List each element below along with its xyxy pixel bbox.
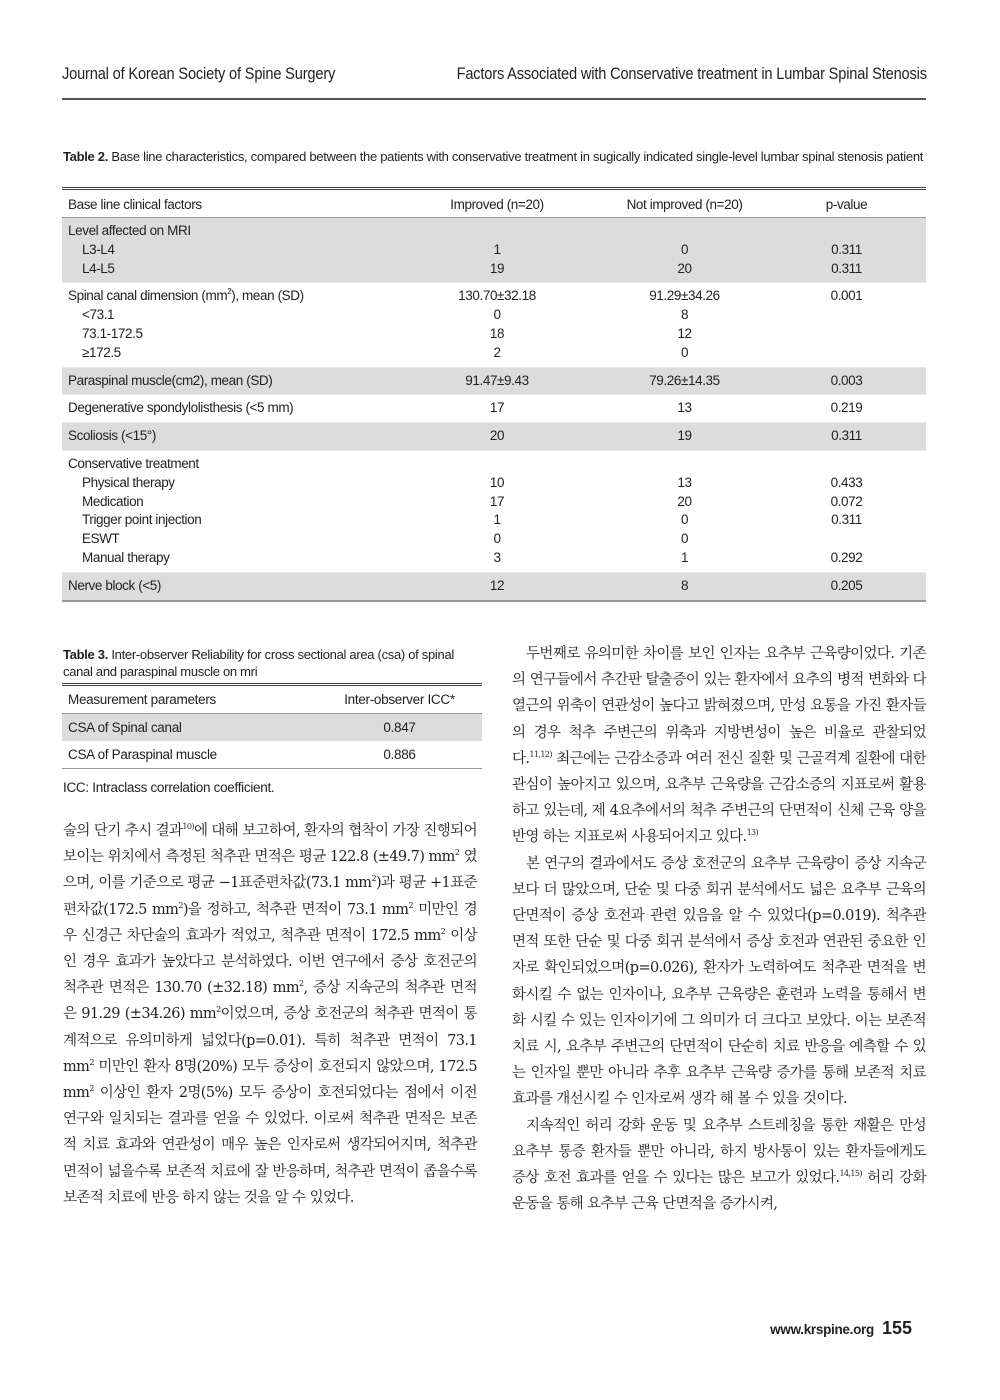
table3-caption bbox=[63, 646, 483, 680]
value: 3 bbox=[493, 549, 501, 565]
table3-label: Table 3. bbox=[63, 647, 109, 662]
superscript: 2 bbox=[216, 1005, 221, 1015]
superscript: 2 bbox=[299, 979, 304, 989]
value: 0.292 bbox=[830, 549, 863, 565]
p-value-cell bbox=[767, 367, 926, 395]
superscript: 2 bbox=[178, 900, 183, 910]
subfactor-label: Medication bbox=[82, 493, 144, 509]
icc-cell: 0.847 bbox=[317, 714, 482, 742]
table-row bbox=[62, 714, 482, 742]
not-improved-cell bbox=[602, 218, 767, 283]
value: 0.433 bbox=[830, 474, 863, 490]
table-row-group bbox=[62, 218, 926, 283]
value: 0.311 bbox=[831, 512, 862, 528]
value bbox=[608, 222, 761, 241]
table2-header-row bbox=[62, 189, 926, 218]
not-improved-cell bbox=[602, 367, 767, 395]
superscript: 14,15) bbox=[839, 1169, 862, 1179]
improved-cell bbox=[392, 423, 602, 451]
paragraph: 본 연구의 결과에서도 증상 호전군의 요추부 근육량이 증상 지속군보다 더 많았으며, 단순 및 다중 회귀 분석에서도 넓은 요추부 근육의 단면적이 증상 호전과 관련 있음을 알 수 있었다(p=0.019). 척추관 면적 또한 단순 및 다중 회귀 분석에서 증상 호전과 연관된 중요한 인자로 확인되었으며(p=0.026), 환자가 노력하여도 척추관 면적을 변화시킬 수 없는 인자이나, 요추부 근육량은 훈련과 노력을 통해서 변화 시킬 수 있는 인자이기에 그 의미가 더 크다고 보았다. 이는 보존적 치료 시, 요추부 주변근의 단면적이 단순히 치료 반응을 예측할 수 있는 인자일 뿐만 아니라 추후 요추부 근육량 증가를 통해 보존적 치료 효과를 개선시킬 수 인자로써 생각 해 볼 수 있을 것이다. bbox=[512, 855, 926, 1108]
value: 17 bbox=[489, 493, 505, 509]
value: 18 bbox=[489, 325, 505, 341]
p-value-cell bbox=[767, 450, 926, 572]
value bbox=[773, 325, 920, 344]
body-column-right bbox=[512, 641, 926, 1217]
value: 91.47±9.43 bbox=[465, 372, 529, 388]
improved-cell bbox=[392, 395, 602, 423]
col-header-not-improved: Not improved (n=20) bbox=[602, 189, 767, 218]
icc-cell: 0.886 bbox=[317, 741, 482, 769]
superscript: 11,12) bbox=[529, 749, 552, 759]
superscript: 2 bbox=[454, 848, 460, 858]
col-header-improved: Improved (n=20) bbox=[392, 189, 602, 218]
p-value-cell bbox=[767, 218, 926, 283]
not-improved-cell bbox=[602, 450, 767, 572]
factor-cell bbox=[62, 283, 392, 367]
superscript: 10) bbox=[182, 822, 194, 831]
value: 130.70±32.18 bbox=[458, 288, 536, 304]
running-header bbox=[62, 64, 926, 100]
table3-header-row bbox=[62, 685, 482, 714]
col-header-p-value: p-value bbox=[767, 189, 926, 218]
table-row-group bbox=[62, 572, 926, 600]
table2-caption-text: Base line characteristics, compared between the patients with conservative treatment in sugically indicated single-level lumbar spinal stenosis patient bbox=[111, 149, 924, 164]
value: 0 bbox=[680, 512, 689, 528]
value bbox=[398, 222, 596, 241]
factor-title: Scoliosis (<15°) bbox=[68, 428, 156, 444]
subfactor-label: 73.1-172.5 bbox=[82, 325, 143, 341]
value: 13 bbox=[677, 474, 692, 490]
not-improved-cell bbox=[602, 423, 767, 451]
improved-cell bbox=[392, 367, 602, 395]
p-value-cell bbox=[767, 572, 926, 600]
value: 0 bbox=[680, 531, 689, 547]
param-cell: CSA of Spinal canal bbox=[62, 714, 317, 742]
value: 0.311 bbox=[831, 260, 862, 276]
factor-cell bbox=[62, 423, 392, 451]
factor-cell bbox=[62, 218, 392, 283]
factor-title: Conservative treatment bbox=[68, 455, 199, 471]
subfactor-label: ESWT bbox=[82, 531, 120, 547]
value bbox=[773, 222, 920, 241]
value: 0.072 bbox=[830, 493, 863, 509]
factor-title: Level affected on MRI bbox=[68, 223, 191, 238]
table-row-group bbox=[62, 423, 926, 451]
superscript: 2 bbox=[440, 926, 446, 936]
value: 1 bbox=[680, 549, 689, 565]
factor-cell bbox=[62, 450, 392, 572]
value: 91.29±34.26 bbox=[649, 288, 720, 304]
subfactor-label: Physical therapy bbox=[82, 474, 175, 490]
value: 19 bbox=[677, 428, 692, 444]
subfactor-label: L4-L5 bbox=[82, 260, 115, 276]
value: 13 bbox=[677, 400, 692, 416]
page-number: 155 bbox=[881, 1318, 912, 1338]
value: 12 bbox=[677, 325, 692, 341]
p-value-cell bbox=[767, 283, 926, 367]
table3 bbox=[62, 683, 482, 769]
superscript: 2 bbox=[89, 1057, 94, 1067]
value: 20 bbox=[677, 260, 692, 276]
improved-cell bbox=[392, 572, 602, 600]
value: 19 bbox=[489, 260, 505, 276]
value bbox=[773, 530, 920, 549]
value: 0 bbox=[493, 531, 501, 547]
value: 0.219 bbox=[830, 400, 863, 416]
col-header-parameters: Measurement parameters bbox=[62, 685, 317, 714]
table-row-group bbox=[62, 283, 926, 367]
superscript: 13) bbox=[746, 828, 759, 838]
table-row-group bbox=[62, 395, 926, 423]
factor-title: Spinal canal dimension $(mm^2)$, mean (SD) bbox=[68, 287, 304, 304]
improved-cell bbox=[392, 450, 602, 572]
table2 bbox=[62, 187, 926, 602]
subfactor-label: Trigger point injection bbox=[82, 512, 202, 528]
table3-caption-text: Inter-observer Reliability for cross sectional area (csa) of spinal canal and paraspinal muscle on mri bbox=[63, 647, 454, 679]
col-header-icc: Inter-observer ICC* bbox=[317, 685, 482, 714]
value bbox=[608, 455, 761, 474]
body-column-left bbox=[63, 818, 477, 1211]
improved-cell bbox=[392, 218, 602, 283]
value: 12 bbox=[489, 577, 505, 593]
superscript: 2 bbox=[89, 1084, 94, 1094]
table-row-group bbox=[62, 367, 926, 395]
value: 17 bbox=[489, 400, 505, 416]
not-improved-cell bbox=[602, 283, 767, 367]
subfactor-label: Manual therapy bbox=[82, 549, 170, 565]
table-row bbox=[62, 741, 482, 769]
value: 0.003 bbox=[830, 372, 863, 388]
value: 8 bbox=[680, 307, 689, 323]
article-short-title: Factors Associated with Conservative treatment in Lumbar Spinal Stenosis bbox=[456, 64, 927, 83]
factor-title: Degenerative spondylolisthesis (<5 mm) bbox=[68, 400, 294, 416]
subfactor-label: L3-L4 bbox=[82, 241, 115, 257]
value: 0 bbox=[680, 241, 689, 257]
not-improved-cell bbox=[602, 572, 767, 600]
subfactor-label: <73.1 bbox=[82, 307, 115, 323]
superscript: 2 bbox=[408, 900, 413, 910]
value bbox=[773, 344, 920, 363]
value bbox=[773, 306, 920, 325]
improved-cell bbox=[392, 283, 602, 367]
value bbox=[773, 455, 920, 474]
subfactor-label: ≥172.5 bbox=[82, 344, 121, 360]
paragraph: 술의 단기 추시 결과$^{10)}$에 대해 보고하여, 환자의 협착이 가장 진행되어 보이는 위치에서 측정된 척추관 면적은 평균 122.8 (±49.7) $mm^2$ 였으며, 이를 기준으로 평균 −1표준편차값(73.1 $mm^2$)과 평균 +1표준편차값(172.5 $mm^2$)을 정하고, 척추관 면적이 73.1 $mm^2$ 미만인 경우 신경근 차단술의 효과가 적었고, 척추관 면적이 172.5 $mm^2$ 이상인 경우 효과가 높았다고 분석하였다. 이번 연구에서 증상 호전군의 척추관 면적은 130.70 (±32.18) $mm^2$, 증상 지속군의 척추관 면적은 91.29 (±34.26) $mm^2$이었으며, 증상 호전군의 척추관 면적이 통계적으로 유의미하게 넓었다(p=0.01). 특히 척추관 면적이 73.1 $mm^2$ 미만인 환자 8명(20%) 모두 증상이 호전되지 않았으며, 172.5 $mm^2$ 이상인 환자 2명(5%) 모두 증상이 호전되었다는 점에서 이전 연구와 일치되는 결과를 얻을 수 있었다. 이로써 척추관 면적은 보존적 치료 효과와 연관성이 매우 높은 인자로써 생각되어지며, 척추관 면적이 넓을수록 보존적 치료에 잘 반응하며, 척추관 면적이 좁을수록 보존적 치료에 반응 하지 않는 것을 알 수 있었다. bbox=[63, 822, 478, 1206]
value: 0 bbox=[493, 307, 501, 323]
value: 0.205 bbox=[830, 577, 863, 593]
page-footer bbox=[770, 1318, 912, 1339]
not-improved-cell bbox=[602, 395, 767, 423]
paragraph: 지속적인 허리 강화 운동 및 요추부 스트레칭을 통한 재활은 만성 요추부 통증 환자들 뿐만 아니라, 하지 방사통이 있는 환자들에게도 증상 호전 효과를 얻을 수 있다는 많은 보고가 있었다.$^{14,15)}$ 허리 강화 운동을 통해 요추부 근육 단면적을 증가시켜, bbox=[512, 1117, 926, 1213]
value: 79.26±14.35 bbox=[649, 372, 720, 388]
journal-url[interactable]: www.krspine.org bbox=[770, 1322, 874, 1337]
table2-caption bbox=[63, 148, 929, 165]
superscript: 2 bbox=[227, 287, 232, 297]
col-header-factors: Base line clinical factors bbox=[62, 189, 392, 218]
value: 0.001 bbox=[830, 288, 863, 304]
table3-footnote: ICC: Intraclass correlation coefficient. bbox=[63, 780, 275, 795]
value: 0 bbox=[680, 344, 689, 360]
param-cell: CSA of Paraspinal muscle bbox=[62, 741, 317, 769]
p-value-cell bbox=[767, 395, 926, 423]
factor-title: Nerve block (<5) bbox=[68, 577, 162, 593]
value: 10 bbox=[489, 474, 505, 490]
value: 20 bbox=[677, 493, 692, 509]
factor-title: Paraspinal muscle(cm2), mean (SD) bbox=[68, 372, 273, 388]
value bbox=[398, 455, 596, 474]
value: 0.311 bbox=[831, 241, 862, 257]
value: 20 bbox=[489, 428, 505, 444]
value: 1 bbox=[493, 241, 501, 257]
value: 2 bbox=[493, 344, 501, 360]
value: 0.311 bbox=[831, 428, 862, 444]
factor-cell bbox=[62, 572, 392, 600]
journal-title: Journal of Korean Society of Spine Surgery bbox=[62, 64, 336, 83]
paragraph: 두번째로 유의미한 차이를 보인 인자는 요추부 근육량이었다. 기존의 연구들에서 추간판 탈출증이 있는 환자에서 요추의 병적 변화와 다열근의 위축이 연관성이 높다고 밝혀졌으며, 만성 요통을 가진 환자들의 경우 척추 주변근의 위축과 지방변성이 높은 비율로 관찰되었다.$^{11,12)}$ 최근에는 근감소증과 여러 전신 질환 및 근골격계 질환에 대한 관심이 높아지고 있으며, 요추부 근육량을 근감소증의 지표로써 활용하고 있는데, 제 4요추에서의 척추 주변근의 단면적이 신체 근육 양을 반영 하는 지표로써 사용되어지고 있다.$^{13)}$ bbox=[512, 646, 926, 846]
superscript: 2 bbox=[371, 874, 376, 884]
factor-cell bbox=[62, 367, 392, 395]
factor-cell bbox=[62, 395, 392, 423]
value: 1 bbox=[493, 512, 501, 528]
table-row-group bbox=[62, 450, 926, 572]
table2-label: Table 2. bbox=[63, 149, 109, 164]
p-value-cell bbox=[767, 423, 926, 451]
value: 8 bbox=[680, 577, 689, 593]
